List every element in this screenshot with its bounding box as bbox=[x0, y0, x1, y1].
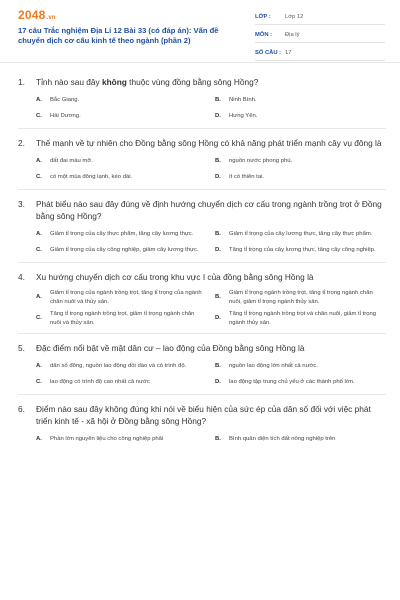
question-2 bbox=[18, 137, 386, 190]
page-header bbox=[0, 0, 400, 63]
option-d[interactable]: D. ít có thiên tai. bbox=[215, 173, 265, 180]
option-b[interactable]: B. nguồn lao động lớn nhất cả nước. bbox=[215, 362, 318, 369]
question-5 bbox=[18, 342, 386, 395]
question-number: 5. bbox=[18, 343, 25, 353]
question-number: 1. bbox=[18, 77, 25, 87]
option-c[interactable]: C. Tăng tỉ trọng ngành trồng trọt, giảm tỉ trọng ngành chăn nuôi và thủy sản. bbox=[36, 311, 195, 326]
site-logo[interactable]: 2048.vn bbox=[18, 8, 56, 22]
option-d[interactable]: D. Tăng tỉ trọng ngành trồng trọt và chăn nuôi, giảm tỉ trọng ngành thủy sản. bbox=[215, 311, 377, 326]
meta-count: SỐ CÂU : 17 bbox=[255, 46, 385, 61]
option-b[interactable]: B. Giảm tỉ trọng của cây lương thực, tăng cây thực phẩm. bbox=[215, 230, 373, 237]
option-c[interactable]: C. lao động có trình độ cao nhất cả nước bbox=[36, 378, 150, 385]
question-text: Đặc điểm nổi bật về mật dân cư – lao động của Đồng bằng sông Hồng là bbox=[36, 343, 305, 353]
question-text: Tỉnh nào sau đây không thuộc vùng đồng bằng sông Hồng? bbox=[36, 77, 259, 87]
question-number: 2. bbox=[18, 138, 25, 148]
question-text: Phát biểu nào sau đây đúng về định hướng chuyển dịch cơ cấu trong ngành trồng trọt ở Đồng bằng sông Hồng? bbox=[36, 199, 382, 221]
question-number: 6. bbox=[18, 404, 25, 414]
question-4 bbox=[18, 271, 386, 334]
option-d[interactable]: D. Hưng Yên. bbox=[215, 112, 258, 119]
option-d[interactable]: D. lao động tập trung chủ yếu ở các thành phố lớn. bbox=[215, 378, 355, 385]
option-a[interactable]: A. dân số đông, nguồn lao động dồi dào và có trình độ. bbox=[36, 362, 187, 369]
option-b[interactable]: B. Giảm tỉ trọng ngành trồng trọt, tăng tỉ trọng ngành chăn nuôi, giảm tỉ trọng ngành thủy sản. bbox=[215, 290, 373, 305]
quiz-meta bbox=[255, 10, 385, 64]
question-text: Thế mạnh về tự nhiên cho Đồng bằng sông Hồng có khả năng phát triển mạnh cây vụ đông là bbox=[36, 138, 382, 148]
option-b[interactable]: B. Ninh Bình. bbox=[215, 96, 257, 103]
meta-class: LỚP : Lớp 12 bbox=[255, 10, 385, 25]
question-number: 4. bbox=[18, 272, 25, 282]
question-6 bbox=[18, 403, 386, 451]
option-c[interactable]: C. Giảm tỉ trọng của cây công nghiệp, giảm cây lương thực. bbox=[36, 246, 199, 253]
option-a[interactable]: A. Giảm tỉ trọng của cây thực phẩm, tăng cây lương thực. bbox=[36, 230, 194, 237]
question-list bbox=[18, 76, 386, 459]
option-b[interactable]: B. nguồn nước phong phú. bbox=[215, 157, 293, 164]
option-a[interactable]: A. đất đai màu mỡ. bbox=[36, 157, 93, 164]
option-c[interactable]: C. Hải Dương. bbox=[36, 112, 81, 119]
option-b[interactable]: B. Bình quân diện tích đất nông nghiệp trên bbox=[215, 435, 336, 442]
question-text: Điểm nào sau đây không đúng khi nói về biểu hiện của sức ép của dân số đối với việc phát triển kinh tế - xã hội ở Đồng bằng sông Hồng? bbox=[36, 404, 371, 426]
option-a[interactable]: A. Giảm tỉ trọng của ngành trồng trọt, tăng tỉ trọng của ngành chăn nuôi và thủy sản. bbox=[36, 290, 202, 305]
page-title: 17 câu Trắc nghiệm Địa Lí 12 Bài 33 (có đáp án): Vấn đề chuyển dịch cơ cấu kinh tế theo ngành (phần 2) bbox=[18, 26, 219, 45]
question-text: Xu hướng chuyển dịch cơ cấu trong khu vực I của đồng bằng sông Hồng là bbox=[36, 272, 314, 282]
option-a[interactable]: A. Bắc Giang. bbox=[36, 96, 80, 103]
option-a[interactable]: A. Phần lớn nguyên liệu cho công nghiệp phải bbox=[36, 435, 164, 442]
meta-subject: MÔN : Địa lý bbox=[255, 28, 385, 43]
question-1 bbox=[18, 76, 386, 129]
option-d[interactable]: D. Tăng tỉ trọng của cây lương thực, tăng cây công nghiệp. bbox=[215, 246, 376, 253]
option-c[interactable]: C. có một mùa đông lạnh, kéo dài. bbox=[36, 173, 133, 180]
question-3 bbox=[18, 198, 386, 263]
question-number: 3. bbox=[18, 199, 25, 209]
